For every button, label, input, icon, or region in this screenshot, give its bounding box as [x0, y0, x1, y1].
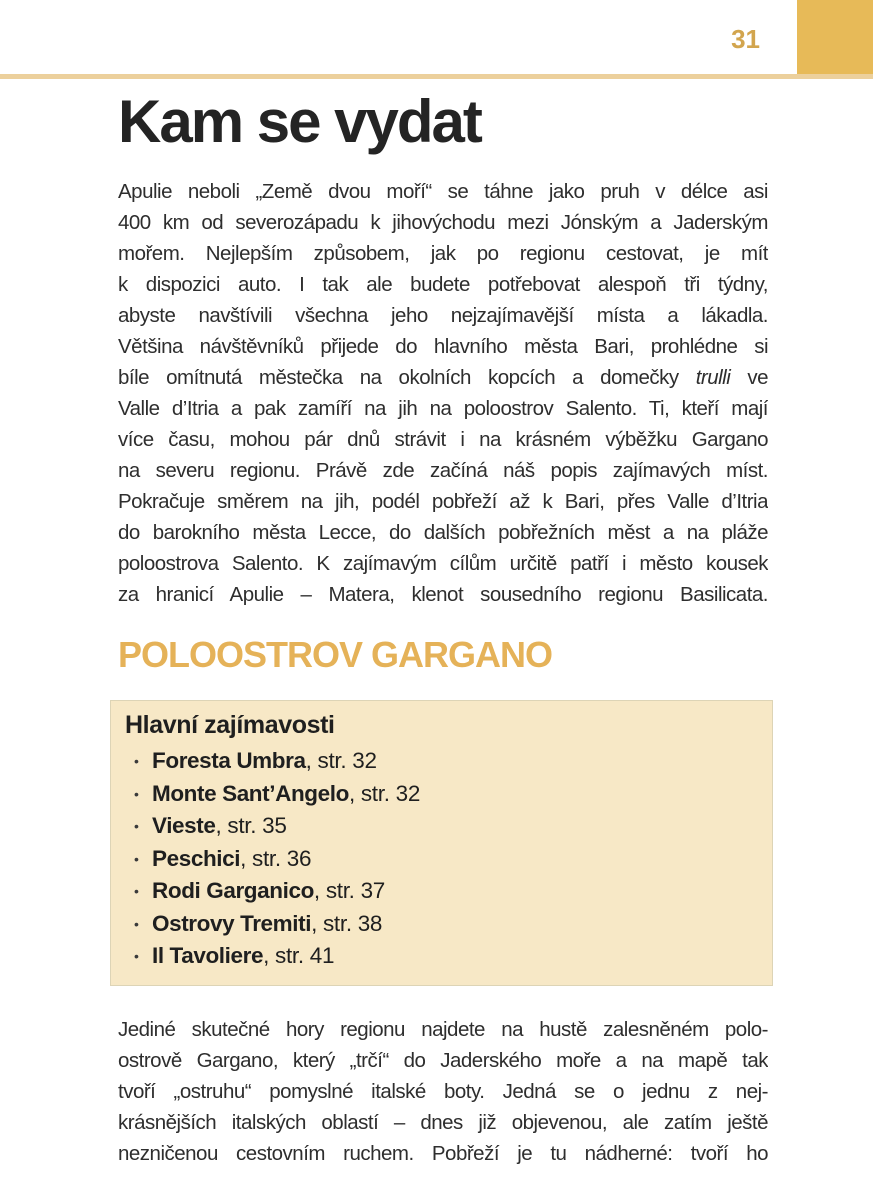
highlight-item: [125, 745, 758, 778]
highlight-item-name: Rodi Garganico: [152, 878, 314, 903]
page-number: 31: [731, 24, 760, 54]
text-line: [118, 1107, 768, 1138]
highlight-item-name: Il Tavoliere: [152, 943, 264, 968]
section-heading: POLOOSTROV GARGANO: [118, 634, 553, 675]
text-segment: ostrově Gargano, který „trčí“ do Jaderského moře a na mapě tak: [118, 1048, 768, 1072]
text-line: [118, 238, 768, 269]
text-line: [118, 579, 768, 610]
text-line: [118, 548, 768, 579]
highlights-box-title: Hlavní zajímavosti: [125, 711, 335, 739]
bullet-icon: •: [134, 753, 139, 769]
intro-paragraph: [118, 176, 768, 610]
text-line: [118, 362, 768, 393]
text-segment: krásnějších italských oblastí – dnes již objevenou, ale zatím ještě: [118, 1110, 768, 1134]
highlights-box: [110, 700, 773, 986]
text-line: [118, 517, 768, 548]
highlight-item-name: Peschici: [152, 845, 241, 871]
text-segment: bíle omítnutá městečka na okolních kopcích a domečky: [118, 366, 696, 389]
text-line: [118, 1076, 768, 1107]
highlight-item-text: [152, 875, 385, 908]
text-segment: Pokračuje směrem na jih, podél pobřeží až k Bari, přes Valle d’Itria: [118, 490, 768, 513]
highlight-item-page-ref: , str. 32: [305, 748, 377, 773]
gold-corner-block: [797, 0, 873, 74]
highlight-item-name: Foresta Umbra: [152, 748, 306, 773]
highlight-item: [125, 940, 758, 973]
bullet-icon: •: [134, 915, 139, 932]
text-segment: k dispozici auto. I tak ale budete potřebovat alespoň tři týdny,: [118, 273, 768, 296]
text-line: [118, 300, 768, 331]
text-segment: mořem. Nejlepším způsobem, jak po regionu cestovat, je mít: [118, 242, 768, 265]
highlight-item-name: Vieste: [152, 813, 216, 838]
text-segment: ve: [730, 366, 768, 389]
highlight-item-page-ref: , str. 32: [348, 780, 421, 806]
gold-header-rule: [0, 74, 873, 79]
highlight-item-text: [152, 810, 287, 843]
highlight-item-text: [152, 940, 334, 973]
highlight-item-page-ref: , str. 38: [311, 910, 383, 936]
page-title: Kam se vydat: [118, 88, 481, 155]
bullet-icon: •: [134, 818, 139, 834]
bullet-icon: •: [134, 785, 139, 802]
text-line: [118, 269, 768, 300]
text-segment: na severu regionu. Právě zde začíná náš popis zajímavých míst.: [118, 459, 768, 482]
highlight-item: [125, 843, 758, 876]
text-segment: Valle d’Itria a pak zamíří na jih na poloostrov Salento. Ti, kteří mají: [118, 397, 768, 420]
bullet-icon: •: [134, 948, 139, 964]
page-content: [118, 90, 768, 1169]
text-segment: Většina návštěvníků přijede do hlavního města Bari, prohlédne si: [118, 335, 768, 358]
text-segment: Jediné skutečné hory regionu najdete na hustě zalesněném polo-: [118, 1017, 768, 1041]
highlights-list: [125, 745, 758, 973]
highlight-item-page-ref: , str. 37: [313, 878, 386, 903]
highlight-item-text: [152, 778, 420, 811]
highlight-item: [125, 778, 758, 811]
text-segment: 400 km od severozápadu k jihovýchodu mezi Jónským a Jaderským: [118, 211, 768, 234]
text-line: [118, 486, 768, 517]
highlight-item-name: Ostrovy Tremiti: [152, 910, 312, 936]
bullet-icon: •: [134, 850, 139, 867]
text-segment: Apulie neboli „Země dvou moří“ se táhne jako pruh v délce asi: [118, 180, 768, 203]
highlight-item: [125, 810, 758, 843]
highlight-item-text: [152, 745, 377, 778]
text-line: [118, 455, 768, 486]
text-segment: abyste navštívili všechna jeho nejzajímavější místa a lákadla.: [118, 304, 768, 327]
highlight-item: [125, 875, 758, 908]
highlight-item-page-ref: , str. 36: [240, 845, 312, 871]
bullet-icon: •: [134, 883, 139, 899]
text-segment: tvoří „ostruhu“ pomyslné italské boty. Jedná se o jednu z nej-: [118, 1079, 768, 1103]
text-line: [118, 207, 768, 238]
text-line: [118, 1045, 768, 1076]
highlight-item-page-ref: , str. 35: [215, 813, 287, 838]
body-paragraph: [118, 1014, 768, 1169]
highlight-item: [125, 908, 758, 941]
text-line: [118, 424, 768, 455]
text-line: [118, 1138, 768, 1169]
text-line: [118, 393, 768, 424]
highlight-item-text: [152, 908, 382, 941]
italic-text: trulli: [695, 366, 731, 389]
text-line: [118, 176, 768, 207]
text-segment: více času, mohou pár dnů strávit i na krásném výběžku Gargano: [118, 428, 768, 451]
text-line: [118, 331, 768, 362]
text-line: [118, 1014, 768, 1045]
text-segment: nezničenou cestovním ruchem. Pobřeží je tu nádherné: tvoří ho: [118, 1141, 768, 1165]
text-segment: do barokního města Lecce, do dalších pobřežních měst a na pláže: [118, 521, 768, 544]
highlight-item-name: Monte Sant’Angelo: [152, 780, 349, 806]
text-segment: poloostrova Salento. K zajímavým cílům určitě patří i město kousek: [118, 552, 768, 575]
highlight-item-page-ref: , str. 41: [263, 943, 335, 968]
text-segment: za hranicí Apulie – Matera, klenot sousedního regionu Basilicata.: [118, 583, 768, 606]
highlight-item-text: [152, 843, 311, 876]
